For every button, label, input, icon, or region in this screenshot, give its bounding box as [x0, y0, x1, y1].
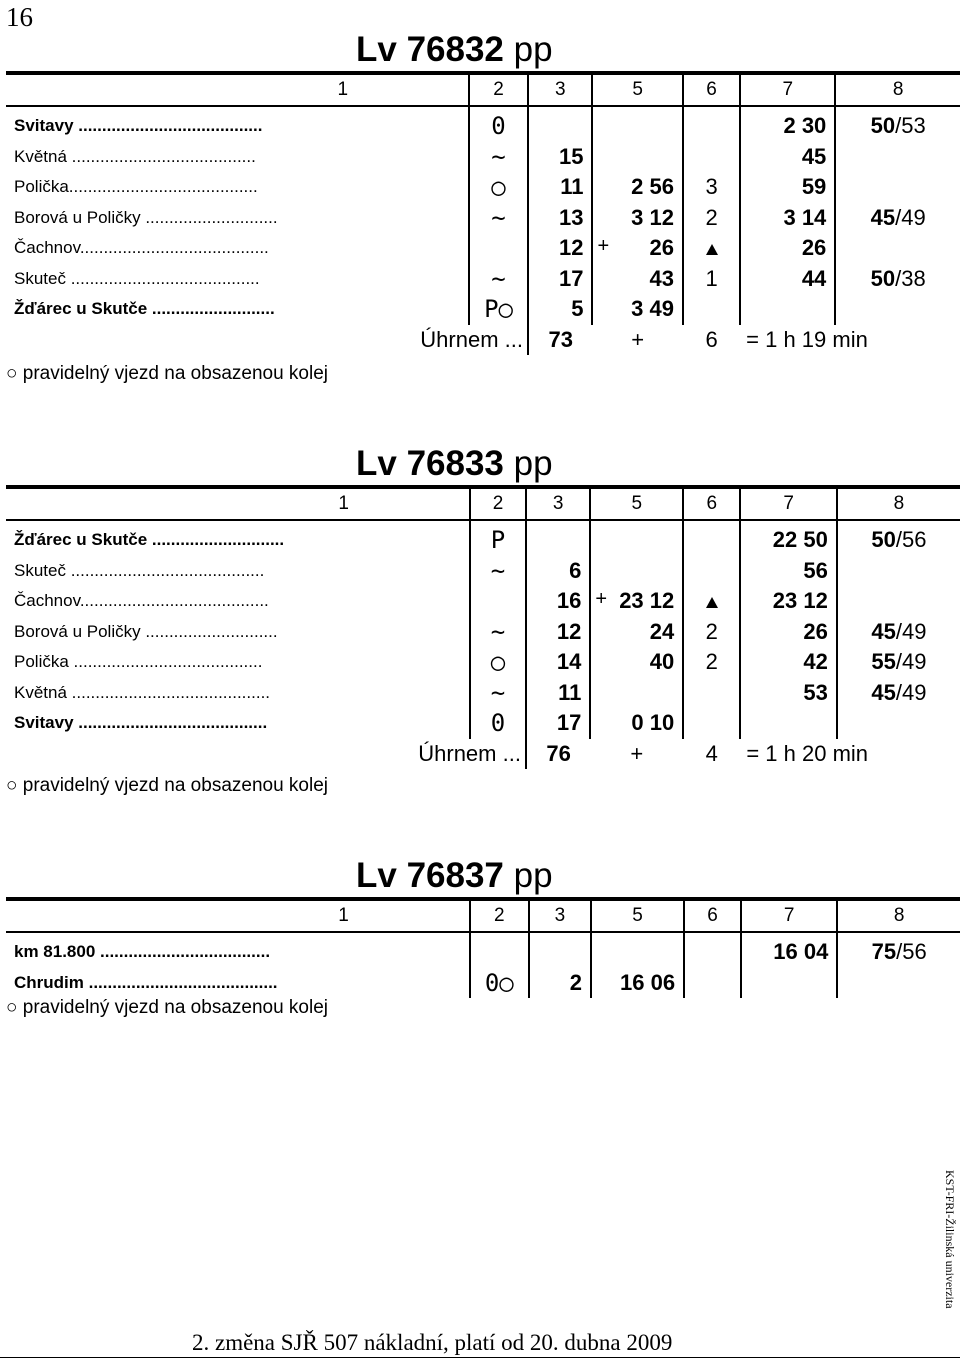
- train-title: [356, 444, 553, 484]
- departure-time: 53: [740, 678, 837, 709]
- column-header: 6: [683, 73, 740, 106]
- column-header-row: [6, 73, 960, 106]
- total-running: 73: [528, 325, 592, 356]
- table-row: [6, 678, 960, 709]
- stop-time: [683, 556, 740, 587]
- departure-time: [740, 708, 837, 739]
- table-row: [6, 932, 960, 968]
- speed-rest: /56: [895, 527, 927, 553]
- total-row: [6, 325, 960, 356]
- speed-value: [837, 647, 960, 678]
- speed-main: 45: [870, 204, 896, 230]
- column-header: 2: [470, 487, 526, 520]
- footer-divider: [0, 1357, 960, 1358]
- departure-time: 59: [740, 172, 835, 203]
- running-time: 15: [528, 142, 592, 173]
- arrival-time: [592, 264, 683, 295]
- departure-time: 42: [740, 647, 837, 678]
- stop-time: [684, 968, 741, 999]
- station-name: Žďárec u Skutče ..........................: [14, 299, 275, 319]
- column-header: 2: [469, 73, 528, 106]
- arrival-time: [591, 968, 684, 999]
- table-row: [6, 520, 960, 556]
- timetable: [6, 897, 960, 998]
- station-name: Chrudim ........................................: [14, 972, 278, 992]
- total-row: [6, 739, 960, 770]
- arrival-value: 2 56: [631, 174, 674, 200]
- departure-time: [741, 968, 837, 999]
- speed-rest: /56: [896, 939, 927, 965]
- running-time: 16: [526, 586, 590, 617]
- column-header: 3: [529, 899, 591, 932]
- column-header: 5: [591, 899, 684, 932]
- station-name: Žďárec u Skutče ............................: [14, 530, 285, 550]
- table-row: [6, 264, 960, 295]
- timetable: [6, 485, 960, 769]
- station-name: Skuteč .........................................: [14, 560, 265, 580]
- total-plus: +: [630, 740, 644, 766]
- speed-value: [837, 520, 960, 556]
- station-name: km 81.800 ....................................: [14, 942, 271, 962]
- station-name: Svitavy ........................................: [14, 713, 268, 733]
- speed-value: [835, 172, 960, 203]
- arrival-time: [592, 172, 683, 203]
- arrival-value: 40: [649, 649, 675, 675]
- arrival-time: [590, 556, 683, 587]
- speed-main: 50: [870, 113, 896, 139]
- speed-main: 50: [870, 265, 896, 291]
- departure-time: 16 04: [741, 932, 837, 968]
- speed-value: [837, 968, 960, 999]
- total-label: Úhrnem ...: [418, 740, 521, 766]
- speed-value: [837, 678, 960, 709]
- column-header: 7: [740, 73, 835, 106]
- total-result: = 1 h 20 min: [746, 740, 869, 766]
- station-name: Borová u Poličky ............................: [14, 207, 278, 227]
- speed-value: [837, 556, 960, 587]
- train-number: Lv 76833: [356, 444, 504, 483]
- timetable: [6, 71, 960, 355]
- stop-time: [683, 142, 740, 173]
- speed-value: [837, 708, 960, 739]
- station-sign: 0: [470, 708, 526, 739]
- arrival-time: [592, 203, 683, 234]
- running-time: 17: [528, 264, 592, 295]
- stop-time: [683, 678, 740, 709]
- station-sign: ○: [470, 647, 526, 678]
- speed-rest: /49: [895, 618, 927, 644]
- speed-value: [835, 294, 960, 325]
- station-name: Polička ........................................: [14, 652, 263, 672]
- arrival-time: [591, 932, 684, 968]
- arrival-time: [590, 520, 683, 556]
- station-name: Čachnov........................................: [14, 591, 269, 611]
- running-time: 12: [528, 233, 592, 264]
- station-sign: [470, 586, 526, 617]
- departure-time: 56: [740, 556, 837, 587]
- column-header: 1: [6, 899, 470, 932]
- speed-value: [837, 586, 960, 617]
- arrival-value: 23 12: [619, 588, 675, 614]
- running-time: [526, 520, 590, 556]
- arrival-time: [590, 678, 683, 709]
- station-name: Svitavy .......................................: [14, 116, 263, 136]
- station-name: Květná ..........................................: [14, 682, 271, 702]
- footnote: ○ pravidelný vjezd na obsazenou kolej: [6, 363, 329, 384]
- table-row: [6, 617, 960, 648]
- departure-time: 44: [740, 264, 835, 295]
- plus-sign: +: [595, 588, 608, 611]
- station-name: Borová u Poličky ............................: [14, 621, 278, 641]
- stop-time: [684, 932, 741, 968]
- stop-time: 1: [683, 264, 740, 295]
- speed-main: 45: [871, 679, 896, 705]
- stop-time: 3: [683, 172, 740, 203]
- departure-time: 23 12: [740, 586, 837, 617]
- station-name: Polička........................................: [14, 177, 258, 197]
- train-number: Lv 76832: [356, 30, 504, 69]
- train-suffix: pp: [503, 444, 553, 483]
- train-suffix: pp: [503, 30, 553, 69]
- station-sign: P○: [469, 294, 528, 325]
- arrival-time: [592, 294, 683, 325]
- table-row: [6, 233, 960, 264]
- speed-rest: /49: [895, 649, 927, 675]
- column-header: 5: [590, 487, 683, 520]
- station-sign: [470, 932, 529, 968]
- arrival-value: 26: [649, 235, 674, 261]
- station-sign: ~: [469, 142, 528, 173]
- speed-value: [835, 233, 960, 264]
- column-header: 8: [837, 899, 960, 932]
- running-time: [529, 932, 591, 968]
- column-header: 1: [6, 487, 470, 520]
- arrival-time: [590, 647, 683, 678]
- train-title: [356, 856, 553, 896]
- column-header: 5: [592, 73, 683, 106]
- speed-rest: /49: [895, 679, 927, 705]
- speed-value: [835, 106, 960, 142]
- departure-time: [740, 294, 835, 325]
- station-sign: ~: [470, 617, 526, 648]
- station-sign: [469, 233, 528, 264]
- arrival-value: 43: [649, 265, 674, 291]
- departure-time: 2 30: [740, 106, 835, 142]
- plus-sign: +: [597, 235, 610, 258]
- total-stops: 6: [705, 326, 718, 352]
- departure-time: 3 14: [740, 203, 835, 234]
- running-time: 11: [526, 678, 590, 709]
- column-header-row: [6, 487, 960, 520]
- speed-value: [835, 264, 960, 295]
- table-row: [6, 294, 960, 325]
- speed-value: [837, 932, 960, 968]
- side-note: KST-FRI-Žilinská univerzita: [943, 1170, 957, 1309]
- stop-time: 2: [683, 617, 740, 648]
- stop-time: [683, 233, 740, 264]
- stop-time: [683, 106, 740, 142]
- triangle-icon: [706, 597, 718, 608]
- footnote: ○ pravidelný vjezd na obsazenou kolej: [6, 775, 329, 796]
- departure-time: 45: [740, 142, 835, 173]
- table-row: [6, 708, 960, 739]
- arrival-time: [590, 586, 683, 617]
- station-name: Květná .......................................: [14, 146, 256, 166]
- running-time: 5: [528, 294, 592, 325]
- station-sign: 0: [469, 106, 528, 142]
- arrival-value: 3 49: [631, 296, 674, 322]
- running-time: [528, 106, 592, 142]
- total-result: = 1 h 19 min: [746, 326, 868, 352]
- speed-main: 75: [871, 939, 897, 965]
- running-time: 12: [526, 617, 590, 648]
- stop-time: [683, 520, 740, 556]
- column-header: 7: [740, 487, 837, 520]
- triangle-icon: [706, 244, 718, 255]
- station-sign: 0○: [470, 968, 529, 999]
- total-running: 76: [526, 739, 590, 770]
- total-label: Úhrnem ...: [420, 326, 523, 352]
- station-sign: ~: [469, 264, 528, 295]
- station-sign: ~: [470, 678, 526, 709]
- speed-rest: /49: [895, 204, 926, 230]
- column-header-row: [6, 899, 960, 932]
- arrival-time: [590, 708, 683, 739]
- speed-value: [835, 142, 960, 173]
- column-header: 7: [741, 899, 837, 932]
- train-number: Lv 76837: [356, 856, 504, 895]
- speed-rest: /38: [895, 265, 926, 291]
- arrival-time: [592, 233, 683, 264]
- speed-value: [835, 203, 960, 234]
- stop-time: [683, 294, 740, 325]
- arrival-value: 0 10: [631, 710, 675, 736]
- table-row: [6, 586, 960, 617]
- column-header: 6: [683, 487, 740, 520]
- speed-value: [837, 617, 960, 648]
- page-footer: 2. změna SJŘ 507 nákladní, platí od 20. dubna 2009: [192, 1330, 673, 1355]
- column-header: 8: [835, 73, 960, 106]
- arrival-time: [592, 142, 683, 173]
- stop-time: [683, 708, 740, 739]
- column-header: 3: [526, 487, 590, 520]
- arrival-time: [590, 617, 683, 648]
- table-row: [6, 106, 960, 142]
- stop-time: 2: [683, 203, 740, 234]
- total-stops: 4: [705, 740, 718, 766]
- station-sign: P: [470, 520, 526, 556]
- arrival-time: [592, 106, 683, 142]
- arrival-value: 16 06: [620, 969, 676, 995]
- station-sign: ○: [469, 172, 528, 203]
- table-row: [6, 203, 960, 234]
- train-title: [356, 30, 553, 70]
- table-row: [6, 172, 960, 203]
- table-row: [6, 647, 960, 678]
- column-header: 6: [684, 899, 741, 932]
- footnote: ○ pravidelný vjezd na obsazenou kolej: [6, 997, 329, 1018]
- column-header: 2: [470, 899, 529, 932]
- arrival-value: 24: [649, 618, 675, 644]
- running-time: 14: [526, 647, 590, 678]
- departure-time: 26: [740, 617, 837, 648]
- table-row: [6, 142, 960, 173]
- arrival-value: 3 12: [631, 204, 674, 230]
- column-header: 3: [528, 73, 592, 106]
- speed-rest: /53: [895, 113, 926, 139]
- speed-main: 55: [871, 649, 896, 675]
- running-time: 17: [526, 708, 590, 739]
- speed-main: 50: [871, 527, 896, 553]
- column-header: 8: [837, 487, 960, 520]
- departure-time: 22 50: [740, 520, 837, 556]
- station-name: Čachnov........................................: [14, 238, 269, 258]
- station-sign: ~: [469, 203, 528, 234]
- train-suffix: pp: [503, 856, 553, 895]
- stop-time: 2: [683, 647, 740, 678]
- stop-time: [683, 586, 740, 617]
- departure-time: 26: [740, 233, 835, 264]
- total-plus: +: [631, 326, 645, 352]
- running-time: 2: [529, 968, 591, 999]
- station-name: Skuteč ........................................: [14, 268, 260, 288]
- speed-main: 45: [871, 618, 896, 644]
- running-time: 13: [528, 203, 592, 234]
- running-time: 6: [526, 556, 590, 587]
- column-header: 1: [6, 73, 469, 106]
- running-time: 11: [528, 172, 592, 203]
- table-row: [6, 968, 960, 999]
- station-sign: ~: [470, 556, 526, 587]
- page-number: 16: [6, 2, 33, 32]
- table-row: [6, 556, 960, 587]
